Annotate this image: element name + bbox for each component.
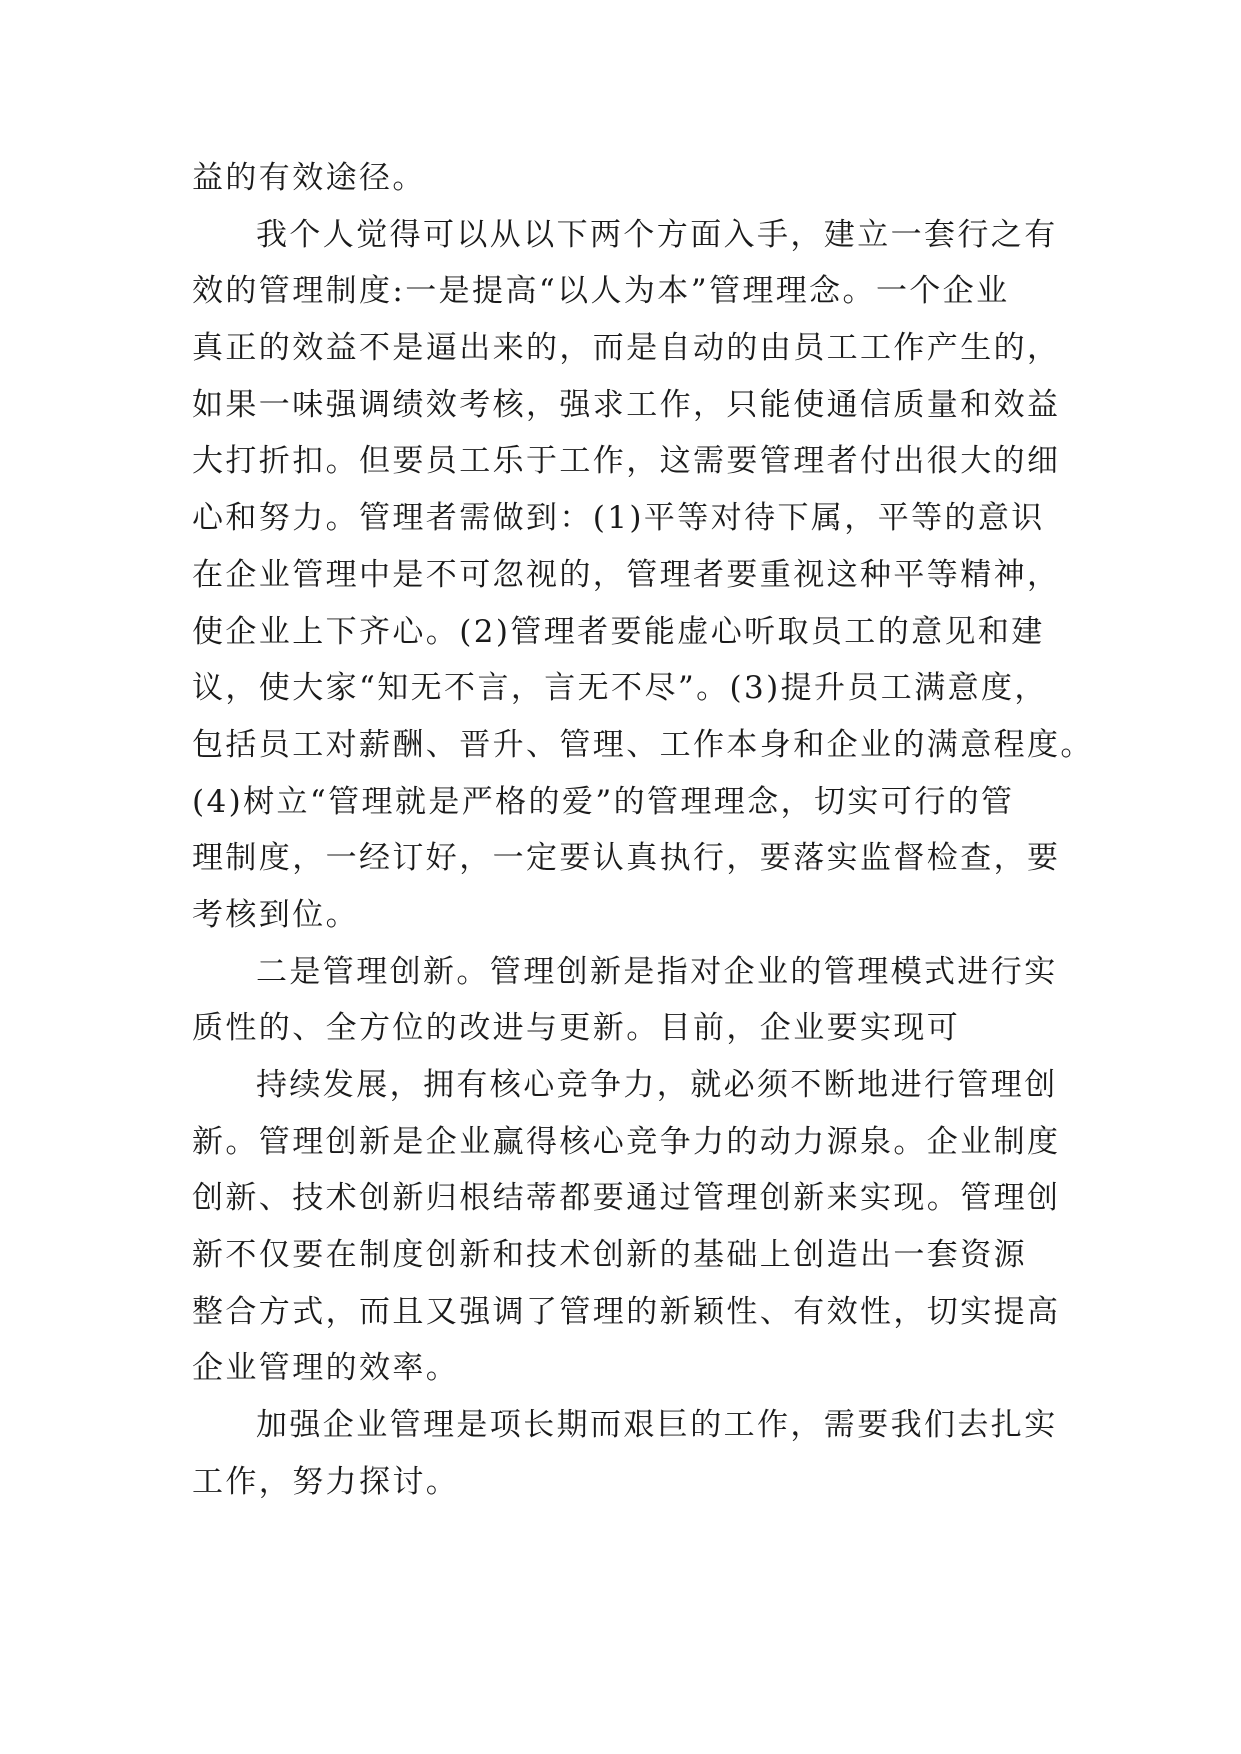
text-line: 议，使大家“知无不言，言无不尽”。(3)提升员工满意度， [192, 670, 1048, 707]
text-line: 考核到位。 [192, 896, 359, 933]
text-line: (4)树立“管理就是严格的爱”的管理理念，切实可行的管 [192, 783, 1015, 820]
text-line: 创新、技术创新归根结蒂都要通过管理创新来实现。管理创 [192, 1180, 1061, 1217]
body-text [192, 150, 1094, 1511]
text-line: 理制度，一经订好，一定要认真执行，要落实监督检查，要 [192, 840, 1061, 877]
text-line: 企业管理的效率。 [192, 1350, 460, 1387]
text-line: 工作，努力探讨。 [192, 1463, 460, 1500]
text-line: 使企业上下齐心。(2)管理者要能虚心听取员工的意见和建 [192, 613, 1045, 650]
text-line: 质性的、全方位的改进与更新。目前，企业要实现可 [192, 1010, 961, 1047]
text-line: 新。管理创新是企业赢得核心竞争力的动力源泉。企业制度 [192, 1123, 1061, 1160]
text-line: 二是管理创新。管理创新是指对企业的管理模式进行实 [256, 953, 1058, 990]
text-line: 大打折扣。但要员工乐于工作，这需要管理者付出很大的细 [192, 443, 1061, 480]
text-line: 效的管理制度:一是提高“以人为本”管理理念。一个企业 [192, 273, 1010, 310]
text-line: 益的有效途径。 [192, 160, 426, 196]
text-line: 如果一味强调绩效考核，强求工作，只能使通信质量和效益 [192, 386, 1061, 423]
text-line: 持续发展，拥有核心竞争力，就必须不断地进行管理创 [256, 1067, 1058, 1103]
text-line: 心和努力。管理者需做到：(1)平等对待下属，平等的意识 [192, 500, 1045, 537]
text-line: 新不仅要在制度创新和技术创新的基础上创造出一套资源 [192, 1237, 1027, 1274]
text-line: 在企业管理中是不可忽视的，管理者要重视这种平等精神， [192, 556, 1061, 593]
text-line: 我个人觉得可以从以下两个方面入手，建立一套行之有 [256, 216, 1058, 253]
text-line: 整合方式，而且又强调了管理的新颖性、有效性，切实提高 [192, 1293, 1061, 1330]
text-line: 真正的效益不是逼出来的，而是自动的由员工工作产生的， [192, 330, 1061, 367]
text-line: 加强企业管理是项长期而艰巨的工作，需要我们去扎实 [256, 1407, 1058, 1444]
text-line: 包括员工对薪酬、晋升、管理、工作本身和企业的满意程度。 [192, 726, 1094, 763]
